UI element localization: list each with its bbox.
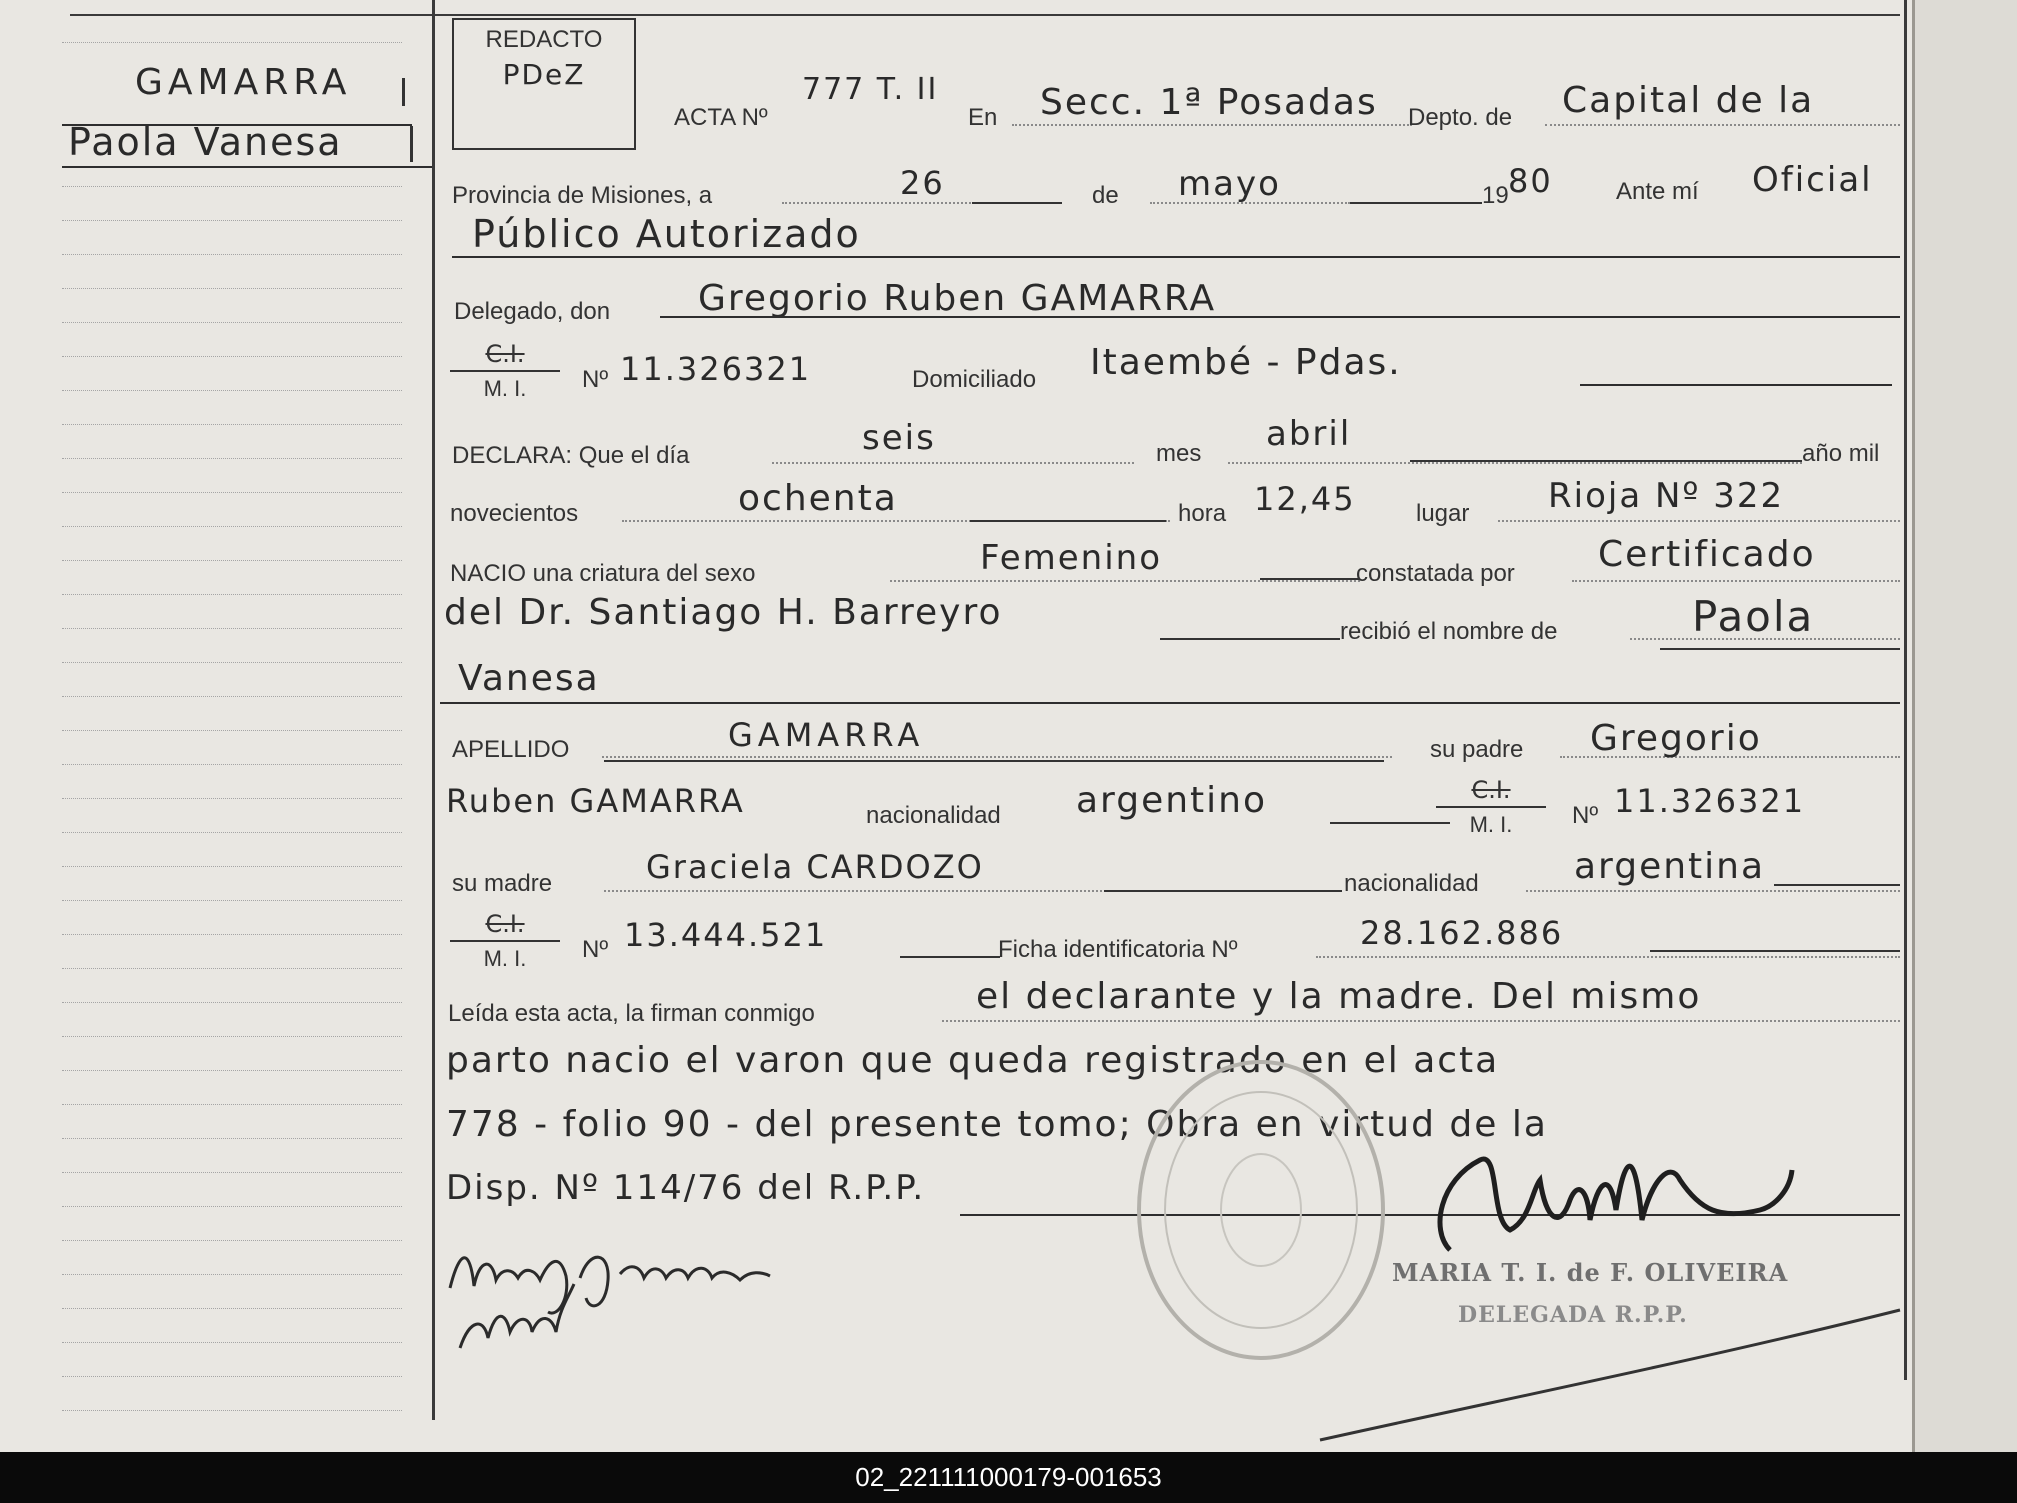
madre-label: su madre [452, 870, 553, 897]
hora-value: 12,45 [1254, 480, 1356, 518]
official-1: Oficial [1752, 160, 1873, 200]
margin-surname-tick [402, 78, 405, 106]
depto-label: Depto. de [1408, 104, 1513, 131]
madre-id-no-label: Nº [582, 936, 609, 963]
acta-label: ACTA Nº [674, 104, 768, 131]
hora-label: hora [1178, 500, 1227, 527]
nombre-1: Paola [1692, 592, 1815, 641]
margin-surname: GAMARRA [135, 62, 352, 103]
mes-label: mes [1156, 440, 1202, 467]
right-page-edge [1912, 0, 2017, 1452]
redacto-label: REDACTO [485, 26, 603, 53]
declarant-signatures [440, 1228, 920, 1358]
officer-signature [1420, 1120, 1800, 1280]
delegado-value: Gregorio Ruben GAMARRA [698, 278, 1217, 319]
notes-line-1: el declarante y la madre. Del mismo [976, 976, 1702, 1017]
constatada-label: constatada por [1356, 560, 1515, 587]
madre-id: 13.444.521 [624, 916, 828, 954]
ante-label: Ante mí [1616, 178, 1699, 205]
domicilio-value: Itaembé - Pdas. [1090, 342, 1402, 383]
acta-number: 777 T. II [802, 72, 939, 107]
ano-label: año mil [1802, 440, 1880, 467]
column-divider-left [432, 0, 435, 1420]
notes-line-3: 778 - folio 90 - del presente tomo; Obra en virtud de la [446, 1104, 1548, 1145]
madre-nacionalidad-label: nacionalidad [1344, 870, 1479, 897]
margin-given-names: Paola Vanesa [68, 120, 343, 164]
padre-id-no-label: Nº [1572, 802, 1599, 829]
closing-stroke [1300, 1300, 1920, 1450]
official-2: Público Autorizado [472, 212, 861, 256]
recibio-label: recibió el nombre de [1340, 618, 1558, 645]
padre-label: su padre [1430, 736, 1524, 763]
novecientos-label: novecientos [450, 500, 579, 527]
en-value: Secc. 1ª Posadas [1040, 82, 1378, 123]
apellido-label: APELLIDO [452, 736, 570, 763]
notes-line-2: parto nacio el varon que queda registrado en el acta [446, 1040, 1500, 1081]
lugar-label: lugar [1416, 500, 1470, 527]
date-day: 26 [900, 164, 945, 202]
birth-year-words: ochenta [738, 478, 898, 519]
nacio-label: NACIO una criatura del sexo [450, 560, 756, 587]
margin-header-underline [62, 166, 432, 168]
nombre-2: Vanesa [458, 658, 600, 699]
padre-nacionalidad: argentino [1076, 780, 1268, 821]
en-label: En [968, 104, 998, 131]
officer-name: MARIA T. I. de F. OLIVEIRA [1392, 1258, 1789, 1287]
year-suffix: 80 [1508, 162, 1553, 200]
margin-column [0, 0, 432, 1452]
redacto-initials: PDeZ [502, 58, 586, 91]
birth-day: seis [862, 418, 936, 458]
notes-line-4: Disp. Nº 114/76 del R.P.P. [446, 1168, 926, 1208]
de-label: de [1092, 182, 1119, 209]
declarant-id: 11.326321 [620, 350, 812, 388]
year-prefix: 19 [1482, 182, 1509, 209]
madre-nacionalidad: argentina [1574, 846, 1766, 887]
padre-nacionalidad-label: nacionalidad [866, 802, 1001, 829]
lugar-value: Rioja Nº 322 [1548, 476, 1785, 516]
depto-value: Capital de la [1562, 80, 1815, 121]
provincia-label: Provincia de Misiones, a [452, 182, 713, 209]
birth-month: abril [1266, 414, 1352, 454]
delegado-label: Delegado, don [454, 298, 611, 325]
madre-value: Graciela CARDOZO [646, 848, 984, 886]
ficha-value: 28.162.886 [1360, 914, 1564, 952]
constatada-value-2: del Dr. Santiago H. Barreyro [444, 592, 1003, 633]
footer-caption: 02_221111000179-001653 [0, 1452, 2017, 1503]
constatada-value-1: Certificado [1598, 534, 1816, 575]
padre-id: 11.326321 [1614, 782, 1806, 820]
margin-name-tick [410, 126, 413, 162]
ficha-label: Ficha identificatoria Nº [998, 936, 1238, 963]
padre-id-type: C.I. M. I. [1436, 776, 1546, 838]
apellido-value: GAMARRA [728, 716, 925, 754]
declarant-id-no-label: Nº [582, 366, 609, 393]
officer-title: DELEGADA R.P.P. [1458, 1302, 1688, 1328]
sexo-value: Femenino [980, 538, 1162, 578]
padre-value-2: Ruben GAMARRA [446, 782, 745, 820]
top-rule [70, 14, 1900, 16]
binding-edge [1912, 0, 1915, 1452]
column-divider-right [1904, 0, 1907, 1380]
redacto-box [452, 18, 636, 150]
declarant-id-type: C.I. M. I. [450, 340, 560, 402]
madre-id-type: C.I. M. I. [450, 910, 560, 972]
declara-label: DECLARA: Que el día [452, 442, 690, 469]
padre-value-1: Gregorio [1590, 718, 1762, 759]
date-month: mayo [1178, 164, 1281, 204]
leida-label: Leída esta acta, la firman conmigo [448, 1000, 815, 1027]
domicilio-label: Domiciliado [912, 366, 1037, 393]
